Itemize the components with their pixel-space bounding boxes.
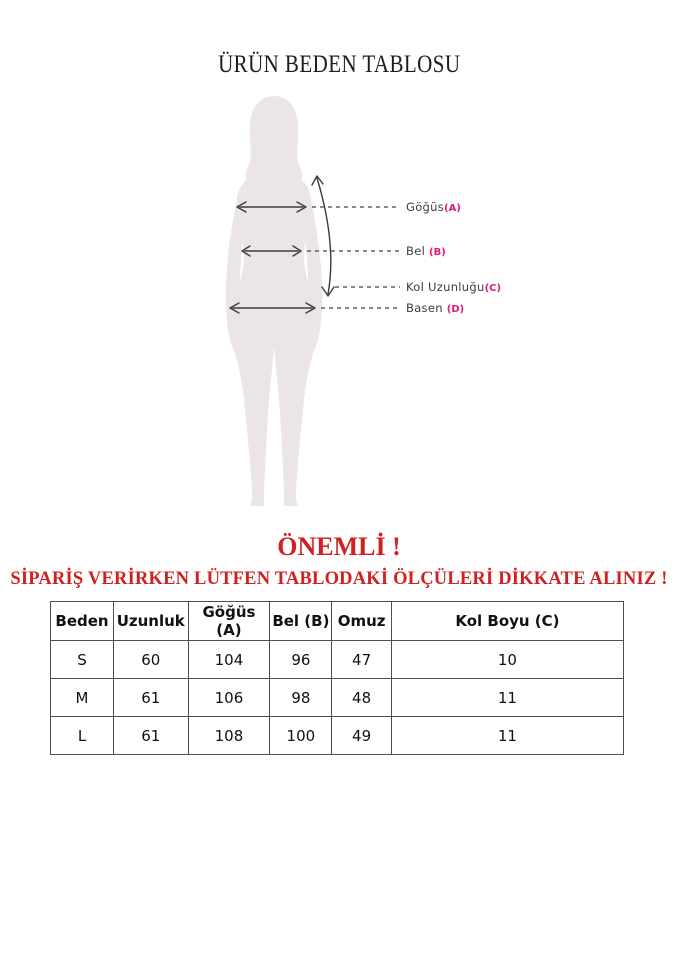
header-beden: Beden <box>51 602 114 641</box>
cell-bel: 98 <box>270 679 332 717</box>
cell-uzunluk: 61 <box>114 717 188 755</box>
cell-kol-boyu: 10 <box>391 641 623 679</box>
label-hip-letter: (D) <box>446 304 465 315</box>
cell-kol-boyu: 11 <box>391 717 623 755</box>
label-arm-text: Kol Uzunluğu <box>406 280 485 294</box>
cell-size: L <box>51 717 114 755</box>
label-waist-text: Bel <box>406 244 430 258</box>
measurement-label-hip <box>406 300 464 316</box>
label-arm-letter: (C) <box>484 283 502 294</box>
table-row-m <box>51 679 624 717</box>
silhouette-hair <box>245 96 302 181</box>
table-row-l <box>51 717 624 755</box>
table-row-s <box>51 641 624 679</box>
label-chest-letter: (A) <box>444 203 461 214</box>
header-kol-boyu: Kol Boyu (C) <box>391 602 623 641</box>
page-title <box>0 48 678 82</box>
cell-omuz: 49 <box>332 717 392 755</box>
header-gogus: Göğüs (A) <box>188 602 270 641</box>
size-table-header-row <box>51 602 624 641</box>
cell-uzunluk: 60 <box>114 641 188 679</box>
measurement-label-waist <box>406 243 446 259</box>
cell-uzunluk: 61 <box>114 679 188 717</box>
header-bel: Bel (B) <box>270 602 332 641</box>
cell-omuz: 47 <box>332 641 392 679</box>
cell-size: S <box>51 641 114 679</box>
cell-gogus: 104 <box>188 641 270 679</box>
cell-bel: 96 <box>270 641 332 679</box>
label-hip-text: Basen <box>406 301 447 315</box>
label-waist-letter: (B) <box>429 247 446 258</box>
page-title-text: ÜRÜN BEDEN TABLOSU <box>217 51 461 78</box>
measurement-label-chest <box>406 199 461 215</box>
female-silhouette-graphic <box>40 94 640 512</box>
size-table <box>50 601 624 755</box>
cell-omuz: 48 <box>332 679 392 717</box>
female-silhouette <box>226 96 323 506</box>
cell-gogus: 108 <box>188 717 270 755</box>
header-omuz: Omuz <box>332 602 392 641</box>
cell-size: M <box>51 679 114 717</box>
important-heading: ÖNEMLİ ! <box>277 532 401 561</box>
cell-gogus: 106 <box>188 679 270 717</box>
cell-bel: 100 <box>270 717 332 755</box>
cell-kol-boyu: 11 <box>391 679 623 717</box>
measurement-label-arm <box>406 279 501 295</box>
body-measurement-diagram <box>0 94 678 514</box>
order-warning-text: SİPARİŞ VERİRKEN LÜTFEN TABLODAKİ ÖLÇÜLERİ DİKKATE ALINIZ ! <box>10 569 668 589</box>
header-uzunluk: Uzunluk <box>114 602 188 641</box>
label-chest-text: Göğüs <box>406 200 445 214</box>
